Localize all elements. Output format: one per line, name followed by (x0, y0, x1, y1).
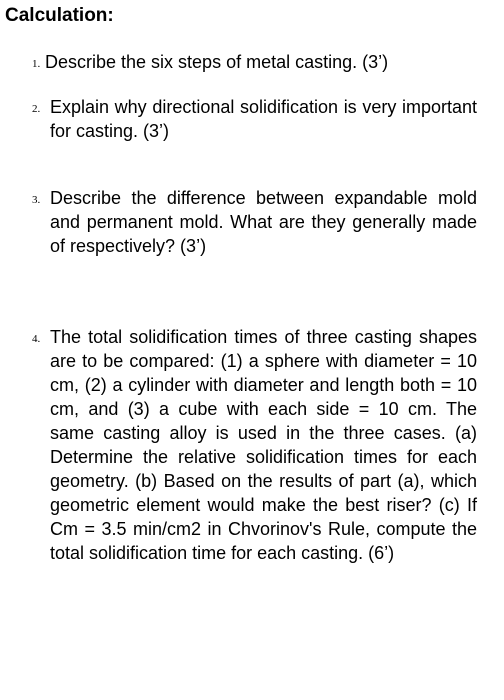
question-text: Explain why directional solidification is very important for casting. (3’) (50, 97, 477, 141)
question-text: The total solidification times of three casting shapes are to be compared: (1) a sphere with diameter = 10 cm, (2) a cylinder with diameter and length both = 10 cm, and (3) a cube with each side = 10 cm. The same casting alloy is used in the three cases. (a) Determine the relative solidification times for each geometry. (b) Based on the results of part (a), which geometric element would make the best riser? (c) If Cm = 3.5 min/cm2 in Chvorinov's Rule, compute the total solidification time for each casting. (6’) (50, 327, 477, 563)
question-number: 3. (32, 194, 41, 206)
question-number: 2. (32, 103, 41, 115)
question-text: Describe the six steps of metal casting. (3’) (45, 52, 389, 72)
question-number: 4. (32, 333, 41, 345)
question-number: 1. (32, 58, 41, 70)
question-text: Describe the difference between expandable mold and permanent mold. What are they generally made of respectively? (3’) (50, 188, 477, 256)
page-title: Calculation: (5, 5, 114, 26)
